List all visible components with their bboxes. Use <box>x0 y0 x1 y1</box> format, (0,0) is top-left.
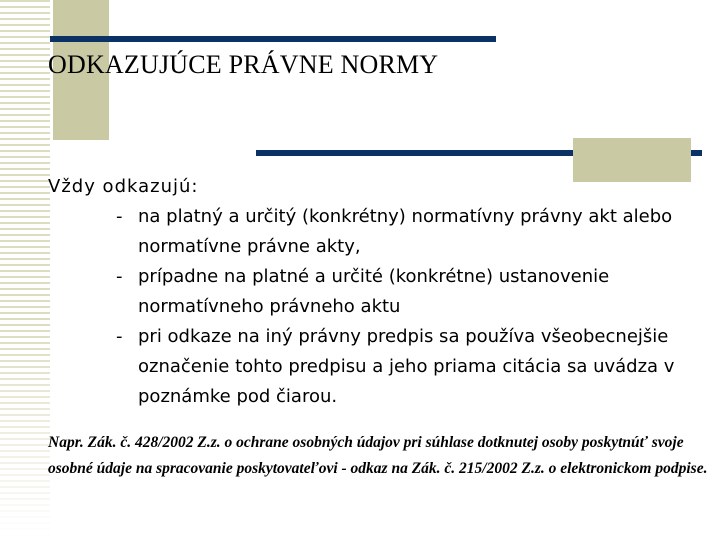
bullet-item <box>48 202 708 262</box>
bullet-list <box>48 202 708 412</box>
decorative-stripes <box>0 0 50 540</box>
bullet-item <box>48 262 708 322</box>
slide-body <box>48 172 708 412</box>
example-note: Napr. Zák. č. 428/2002 Z.z. o ochrane osobných údajov pri súhlase dotknutej osoby poskytnúť svoje osobné údaje na spracovanie poskytovateľovi - odkaz na Zák. č. 215/2002 Z.z. o elektronickom podpise. <box>48 434 708 477</box>
slide-title: ODKAZUJÚCE PRÁVNE NORMY <box>48 50 439 79</box>
bullet-text: pri odkaze na iný právny predpis sa používa všeobecnejšie označenie tohto predpisu a jeho priama citácia sa uvádza v poznámke pod čiarou. <box>138 326 675 407</box>
bullet-text: prípadne na platné a určité (konkrétne) ustanovenie normatívneho právneho aktu <box>138 266 610 317</box>
intro-text: Vždy odkazujú: <box>48 176 199 197</box>
title-rule-top <box>50 36 496 42</box>
bullet-marker: - <box>116 266 123 287</box>
bullet-item <box>48 322 708 412</box>
bullet-marker: - <box>116 326 123 347</box>
bullet-marker: - <box>116 206 123 227</box>
bullet-text: na platný a určitý (konkrétny) normatívny právny akt alebo normatívne právne akty, <box>138 206 673 257</box>
